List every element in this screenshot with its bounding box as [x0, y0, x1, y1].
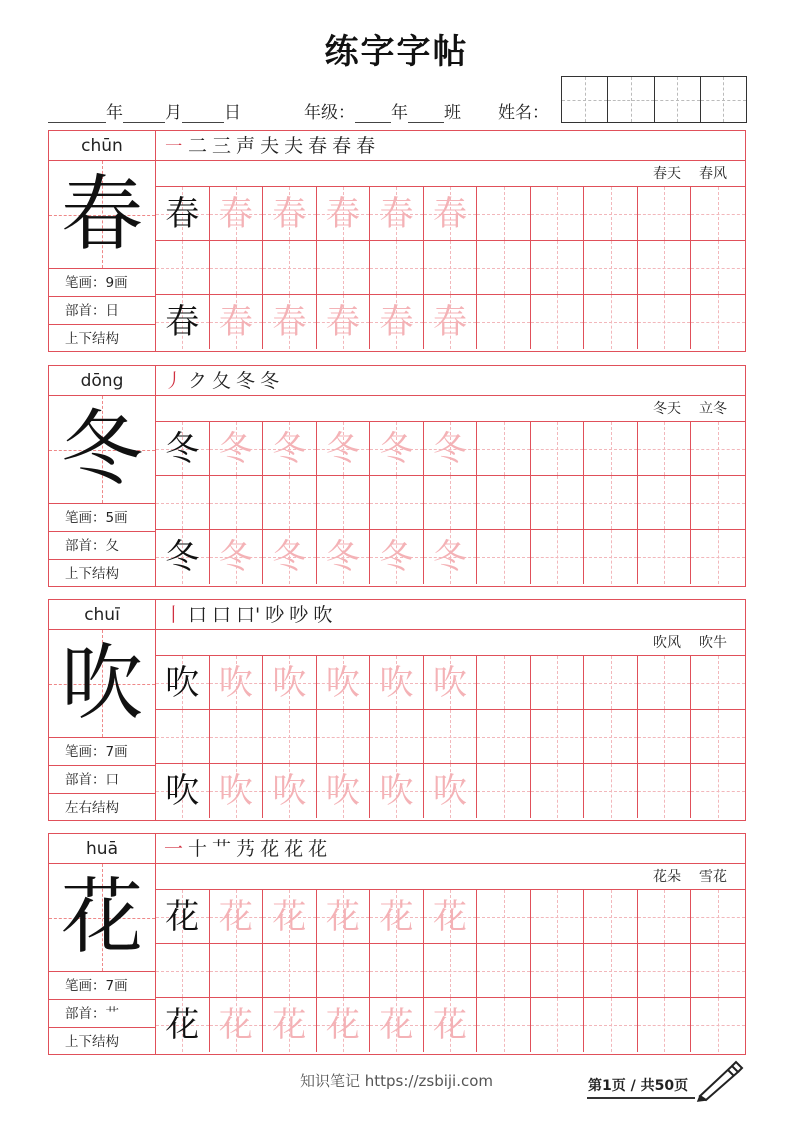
stroke-count: 笔画：5画: [49, 504, 155, 532]
practice-cell[interactable]: [317, 998, 371, 1052]
model-char: 花: [60, 870, 143, 965]
practice-cell[interactable]: [691, 187, 745, 240]
trace-char: 冬: [433, 429, 467, 469]
practice-cell[interactable]: [531, 998, 585, 1052]
trace-char: 春: [325, 302, 360, 342]
model-char-box: [49, 161, 155, 269]
practice-cell[interactable]: [210, 764, 264, 818]
practice-cell[interactable]: [584, 998, 638, 1052]
day-blank[interactable]: [182, 104, 224, 123]
trace-char: 花: [433, 1005, 467, 1045]
trace-char: 春: [433, 302, 467, 342]
trace-char: 冬: [272, 429, 307, 469]
practice-cell[interactable]: [584, 241, 638, 294]
practice-cell[interactable]: [691, 890, 745, 943]
practice-cell[interactable]: [584, 422, 638, 475]
stroke-step: 吵: [265, 604, 285, 626]
sample-char: 冬: [165, 537, 200, 577]
practice-cell[interactable]: [477, 530, 531, 584]
char-block: [48, 833, 746, 1055]
practice-cell[interactable]: [210, 890, 264, 943]
trace-char: 花: [272, 1005, 307, 1045]
practice-cell[interactable]: [424, 241, 478, 294]
trace-char: 花: [272, 897, 307, 937]
practice-cell[interactable]: [263, 944, 317, 997]
practice-cell[interactable]: [156, 944, 210, 997]
practice-cell[interactable]: [424, 295, 478, 349]
pinyin: chūn: [49, 131, 155, 161]
stroke-order: [156, 600, 745, 630]
trace-char: 吹: [433, 663, 467, 703]
trace-char: 春: [379, 302, 414, 342]
practice-cell[interactable]: [263, 764, 317, 818]
practice-cell[interactable]: [424, 998, 478, 1052]
stroke-step: 花: [284, 838, 304, 860]
stroke-step: 艿: [236, 838, 256, 860]
practice-cell[interactable]: [424, 710, 478, 763]
class-blank[interactable]: [408, 104, 444, 123]
practice-cell[interactable]: [584, 764, 638, 818]
example-word: 立冬: [699, 401, 727, 417]
example-word: 吹牛: [699, 635, 727, 651]
grade-blank[interactable]: [355, 104, 391, 123]
char-block: [48, 365, 746, 587]
practice-cell[interactable]: [531, 530, 585, 584]
trace-char: 春: [272, 302, 307, 342]
practice-cell[interactable]: [370, 710, 424, 763]
practice-cell[interactable]: [424, 476, 478, 529]
practice-cell[interactable]: [584, 890, 638, 943]
practice-cell[interactable]: [370, 187, 424, 240]
practice-row: [156, 422, 745, 476]
practice-cell[interactable]: [638, 476, 692, 529]
practice-cell[interactable]: [370, 944, 424, 997]
practice-cell[interactable]: [691, 764, 745, 818]
stroke-step: 花: [308, 838, 328, 860]
trace-char: 冬: [433, 537, 467, 577]
date-line: 年 月 日: [48, 98, 241, 122]
practice-cell[interactable]: [477, 710, 531, 763]
sample-char: 花: [165, 1005, 200, 1045]
sample-char: 春: [165, 194, 200, 234]
trace-char: 吹: [218, 771, 253, 811]
pinyin: dōng: [49, 366, 155, 396]
practice-row: [156, 241, 745, 295]
practice-cell[interactable]: [477, 944, 531, 997]
practice-cell[interactable]: [263, 530, 317, 584]
stroke-step: 口': [236, 604, 261, 626]
char-info: [49, 131, 156, 351]
practice-cell[interactable]: [156, 998, 210, 1052]
char-block: [48, 130, 746, 352]
trace-char: 花: [325, 897, 360, 937]
practice-cell[interactable]: [477, 998, 531, 1052]
practice-row: [156, 944, 745, 998]
stroke-order: [156, 366, 745, 396]
trace-char: 冬: [218, 537, 253, 577]
practice-cell[interactable]: [210, 241, 264, 294]
practice-cell[interactable]: [370, 295, 424, 349]
practice-cell[interactable]: [317, 710, 371, 763]
trace-char: 春: [325, 194, 360, 234]
stroke-step: 二: [188, 135, 208, 157]
char-info: [49, 834, 156, 1054]
model-char-box: [49, 864, 155, 972]
practice-cell[interactable]: [531, 890, 585, 943]
practice-cell[interactable]: [531, 764, 585, 818]
practice-cell[interactable]: [156, 476, 210, 529]
practice-cell[interactable]: [370, 476, 424, 529]
practice-cell[interactable]: [370, 890, 424, 943]
practice-cell[interactable]: [477, 656, 531, 709]
structure: 上下结构: [65, 566, 119, 582]
year-blank[interactable]: [48, 104, 106, 123]
practice-cell[interactable]: [531, 944, 585, 997]
trace-char: 吹: [379, 771, 414, 811]
trace-char: 春: [433, 194, 467, 234]
stroke-step: 一: [164, 838, 184, 860]
practice-cell[interactable]: [584, 710, 638, 763]
practice-row: [156, 890, 745, 944]
practice-cell[interactable]: [210, 530, 264, 584]
month-blank[interactable]: [123, 104, 165, 123]
pinyin: chuī: [49, 600, 155, 630]
practice-cell[interactable]: [317, 241, 371, 294]
practice-cell[interactable]: [370, 998, 424, 1052]
practice-cell[interactable]: [691, 295, 745, 349]
practice-cell[interactable]: [210, 476, 264, 529]
stroke-step: 冬: [236, 370, 256, 392]
model-char: 春: [60, 167, 143, 262]
practice-cell[interactable]: [263, 422, 317, 475]
practice-cell[interactable]: [424, 530, 478, 584]
practice-cell[interactable]: [691, 476, 745, 529]
practice-cell[interactable]: [584, 476, 638, 529]
practice-cell[interactable]: [424, 187, 478, 240]
practice-cell[interactable]: [584, 295, 638, 349]
practice-cell[interactable]: [584, 656, 638, 709]
practice-cell[interactable]: [370, 764, 424, 818]
stroke-step: 丿: [164, 370, 184, 392]
practice-cell[interactable]: [531, 241, 585, 294]
practice-row: [156, 476, 745, 530]
practice-row: [156, 187, 745, 241]
practice-cell[interactable]: [531, 710, 585, 763]
practice-cell[interactable]: [210, 295, 264, 349]
practice-cell[interactable]: [210, 656, 264, 709]
trace-char: 吹: [325, 663, 360, 703]
practice-cell[interactable]: [317, 295, 371, 349]
model-char: 冬: [60, 402, 143, 497]
practice-cell[interactable]: [691, 241, 745, 294]
name-label: 姓名：: [498, 103, 549, 123]
radical: 部首：口: [49, 766, 155, 794]
model-char: 吹: [60, 636, 143, 731]
practice-cell[interactable]: [156, 530, 210, 584]
stroke-step: 口: [188, 604, 208, 626]
trace-char: 吹: [433, 771, 467, 811]
sample-char: 吹: [165, 771, 200, 811]
sample-char: 冬: [165, 429, 200, 469]
practice-cell[interactable]: [424, 890, 478, 943]
example-word: 春风: [699, 166, 727, 182]
practice-area: [156, 131, 745, 351]
practice-cell[interactable]: [477, 295, 531, 349]
practice-cell[interactable]: [263, 476, 317, 529]
practice-cell[interactable]: [691, 530, 745, 584]
example-words: [156, 864, 745, 890]
practice-cell[interactable]: [477, 764, 531, 818]
trace-char: 吹: [218, 663, 253, 703]
trace-char: 花: [433, 897, 467, 937]
practice-cell[interactable]: [638, 422, 692, 475]
stroke-step: 十: [188, 838, 208, 860]
practice-area: [156, 366, 745, 586]
practice-cell[interactable]: [317, 422, 371, 475]
practice-cell[interactable]: [210, 710, 264, 763]
practice-row: [156, 530, 745, 584]
practice-cell[interactable]: [584, 944, 638, 997]
stroke-step: 吵: [289, 604, 309, 626]
model-char-box: [49, 396, 155, 504]
practice-cell[interactable]: [370, 241, 424, 294]
stroke-step: ㇐: [164, 135, 184, 157]
practice-cell[interactable]: [638, 890, 692, 943]
radical: 部首：艹: [49, 1000, 155, 1028]
stroke-step: 夫: [284, 135, 304, 157]
practice-cell[interactable]: [370, 422, 424, 475]
practice-cell[interactable]: [210, 187, 264, 240]
practice-cell[interactable]: [210, 998, 264, 1052]
practice-cell[interactable]: [156, 764, 210, 818]
trace-char: 花: [218, 897, 253, 937]
example-word: 冬天: [653, 401, 681, 417]
page-title: 练字字帖: [324, 32, 469, 72]
practice-cell[interactable]: [638, 187, 692, 240]
structure: 上下结构: [65, 1034, 119, 1050]
trace-char: 冬: [325, 537, 360, 577]
sample-char: 吹: [165, 663, 200, 703]
practice-cell[interactable]: [638, 710, 692, 763]
example-words: [156, 630, 745, 656]
practice-row: [156, 764, 745, 818]
stroke-step: 夫: [260, 135, 280, 157]
practice-cell[interactable]: [691, 998, 745, 1052]
practice-cell[interactable]: [531, 476, 585, 529]
practice-cell[interactable]: [317, 530, 371, 584]
practice-cell[interactable]: [263, 656, 317, 709]
grade-line: 年级： 年 班: [304, 103, 461, 123]
radical: 部首：夂: [49, 532, 155, 560]
trace-char: 冬: [272, 537, 307, 577]
trace-char: 春: [379, 194, 414, 234]
trace-char: 花: [325, 1005, 360, 1045]
stroke-step: 夂: [212, 370, 232, 392]
practice-cell[interactable]: [531, 187, 585, 240]
practice-cell[interactable]: [370, 530, 424, 584]
stroke-count: 笔画：7画: [49, 738, 155, 766]
stroke-step: 艹: [212, 838, 232, 860]
practice-cell[interactable]: [424, 422, 478, 475]
practice-cell[interactable]: [477, 241, 531, 294]
practice-row: [156, 656, 745, 710]
stroke-step: 声: [236, 135, 256, 157]
practice-cell[interactable]: [156, 241, 210, 294]
stroke-step: 春: [332, 135, 352, 157]
practice-cell[interactable]: [156, 890, 210, 943]
page-number: 第1页 / 共50页: [588, 1078, 689, 1094]
practice-cell[interactable]: [156, 656, 210, 709]
practice-cell[interactable]: [638, 295, 692, 349]
practice-cell[interactable]: [584, 530, 638, 584]
trace-char: 春: [218, 194, 253, 234]
stroke-count: 笔画：7画: [49, 972, 155, 1000]
practice-cell[interactable]: [263, 241, 317, 294]
trace-char: 花: [218, 1005, 253, 1045]
practice-cell[interactable]: [317, 764, 371, 818]
trace-char: 春: [218, 302, 253, 342]
practice-cell[interactable]: [263, 890, 317, 943]
char-info: [49, 366, 156, 586]
stroke-step: 春: [308, 135, 328, 157]
practice-cell[interactable]: [317, 656, 371, 709]
practice-cell[interactable]: [263, 295, 317, 349]
stroke-step: ク: [188, 370, 208, 392]
practice-cell[interactable]: [424, 656, 478, 709]
stroke-order: [156, 834, 745, 864]
stroke-count: 笔画：9画: [49, 269, 155, 297]
trace-char: 冬: [218, 429, 253, 469]
practice-row: [156, 998, 745, 1052]
practice-cell[interactable]: [531, 656, 585, 709]
sample-char: 花: [165, 897, 200, 937]
practice-cell[interactable]: [156, 187, 210, 240]
practice-cell[interactable]: [156, 295, 210, 349]
practice-cell[interactable]: [531, 295, 585, 349]
trace-char: 冬: [379, 537, 414, 577]
practice-cell[interactable]: [584, 187, 638, 240]
radical: 部首：日: [49, 297, 155, 325]
practice-cell[interactable]: [370, 656, 424, 709]
practice-cell[interactable]: [263, 187, 317, 240]
stroke-step: 吹: [313, 604, 333, 626]
practice-area: [156, 600, 745, 820]
stroke-step: 三: [212, 135, 232, 157]
trace-char: 吹: [272, 663, 307, 703]
practice-cell[interactable]: [424, 944, 478, 997]
practice-cell[interactable]: [317, 944, 371, 997]
stroke-step: 丨: [164, 604, 184, 626]
practice-cell[interactable]: [691, 422, 745, 475]
stroke-step: 口: [212, 604, 232, 626]
practice-cell[interactable]: [638, 241, 692, 294]
stroke-step: 春: [356, 135, 376, 157]
stroke-order: [156, 131, 745, 161]
practice-cell[interactable]: [317, 187, 371, 240]
practice-cell[interactable]: [638, 656, 692, 709]
practice-cell[interactable]: [477, 476, 531, 529]
practice-area: [156, 834, 745, 1054]
practice-cell[interactable]: [691, 656, 745, 709]
model-char-box: [49, 630, 155, 738]
stroke-step: 冬: [260, 370, 280, 392]
example-word: 春天: [653, 166, 681, 182]
footer-site: 知识笔记 https://zsbiji.com: [299, 1072, 494, 1090]
stroke-step: 花: [260, 838, 280, 860]
char-info: [49, 600, 156, 820]
practice-cell[interactable]: [317, 476, 371, 529]
practice-cell[interactable]: [317, 890, 371, 943]
practice-cell[interactable]: [531, 422, 585, 475]
practice-cell[interactable]: [477, 422, 531, 475]
page-underline: [587, 1097, 695, 1099]
trace-char: 冬: [325, 429, 360, 469]
trace-char: 春: [272, 194, 307, 234]
practice-cell[interactable]: [638, 944, 692, 997]
practice-cell[interactable]: [638, 764, 692, 818]
example-words: [156, 396, 745, 422]
practice-cell[interactable]: [263, 998, 317, 1052]
practice-cell[interactable]: [424, 764, 478, 818]
practice-cell[interactable]: [638, 998, 692, 1052]
example-words: [156, 161, 745, 187]
pinyin: huā: [49, 834, 155, 864]
trace-char: 吹: [325, 771, 360, 811]
practice-row: [156, 295, 745, 349]
sample-char: 春: [165, 302, 200, 342]
example-word: 雪花: [699, 869, 727, 885]
pen-icon: [694, 1058, 744, 1102]
practice-cell[interactable]: [210, 422, 264, 475]
practice-cell[interactable]: [210, 944, 264, 997]
trace-char: 冬: [379, 429, 414, 469]
practice-cell[interactable]: [156, 422, 210, 475]
practice-cell[interactable]: [263, 710, 317, 763]
practice-cell[interactable]: [156, 710, 210, 763]
practice-cell[interactable]: [477, 890, 531, 943]
trace-char: 花: [379, 897, 414, 937]
structure: 左右结构: [65, 800, 119, 816]
trace-char: 吹: [379, 663, 414, 703]
structure: 上下结构: [65, 331, 119, 347]
practice-cell[interactable]: [691, 710, 745, 763]
example-word: 花朵: [653, 869, 681, 885]
name-grid[interactable]: [561, 76, 747, 123]
trace-char: 吹: [272, 771, 307, 811]
example-word: 吹风: [653, 635, 681, 651]
practice-row: [156, 710, 745, 764]
practice-cell[interactable]: [477, 187, 531, 240]
trace-char: 花: [379, 1005, 414, 1045]
char-block: [48, 599, 746, 821]
practice-cell[interactable]: [638, 530, 692, 584]
practice-cell[interactable]: [691, 944, 745, 997]
